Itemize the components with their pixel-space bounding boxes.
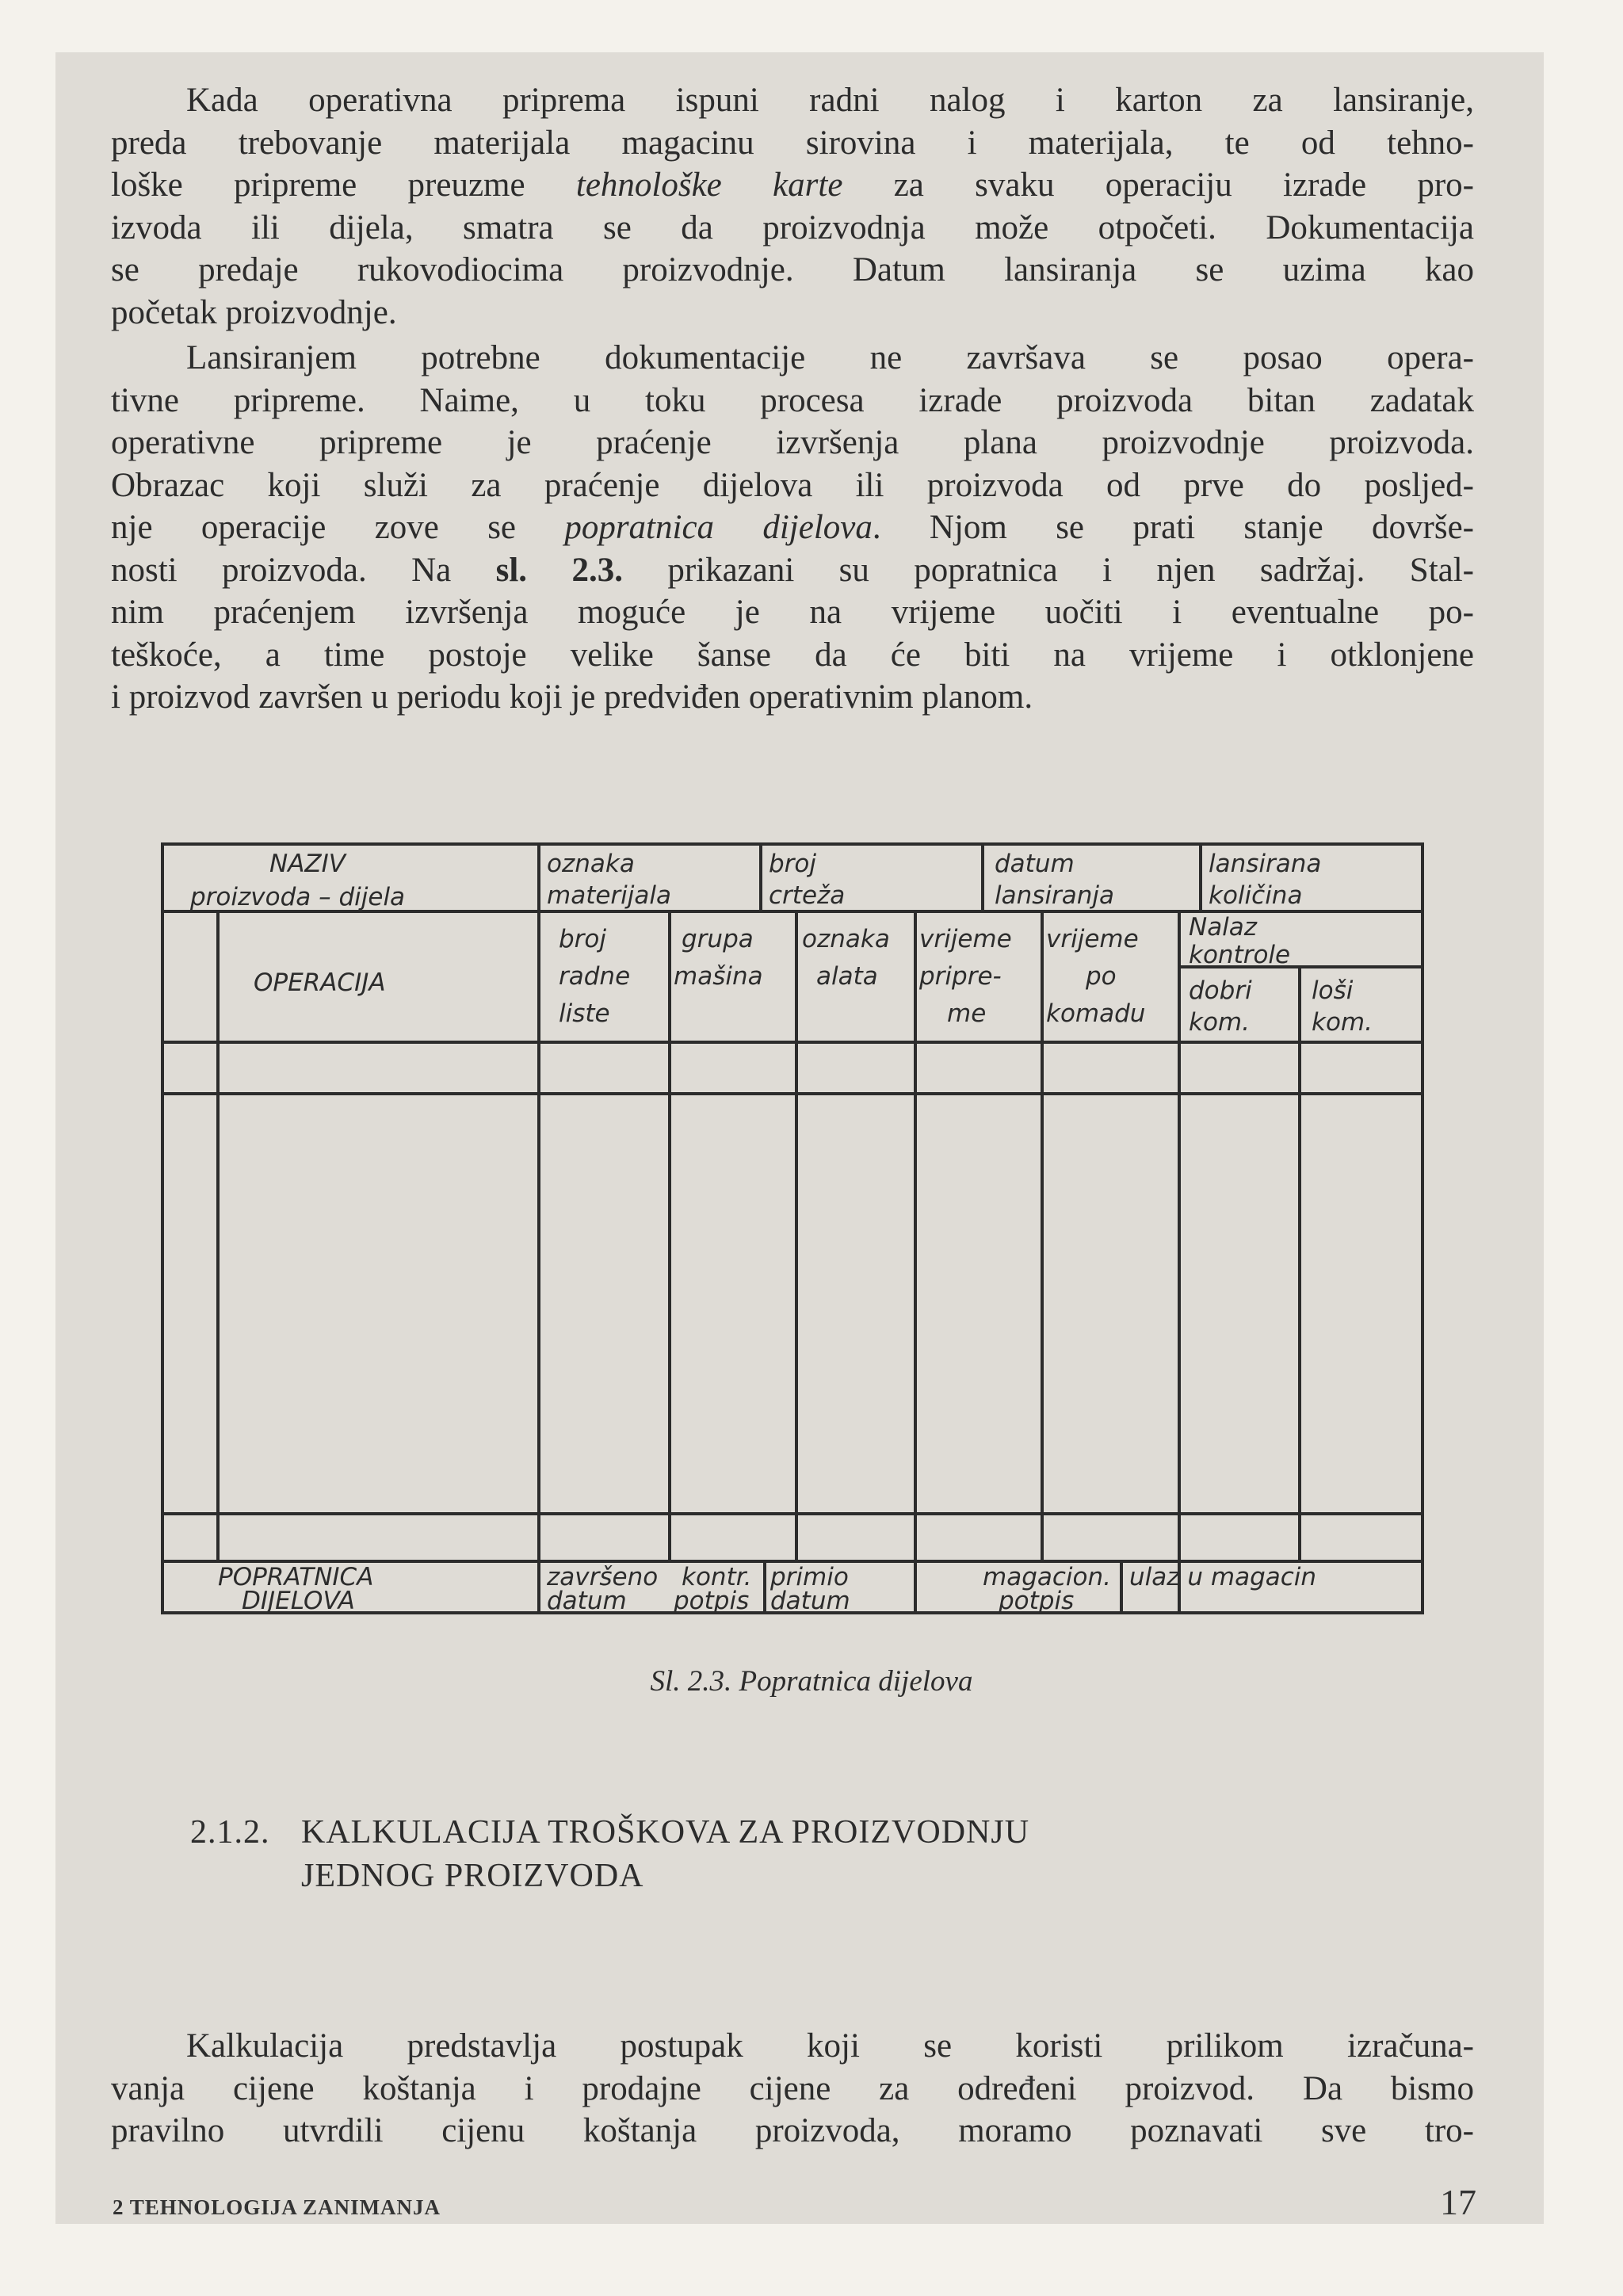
bold-ref: 2.3. — [571, 551, 623, 589]
text-fragment: nje operacije zove se — [111, 509, 565, 546]
text-line — [111, 549, 1474, 592]
text-line: pravilno utvrdili cijenu koštanja proizvoda, moramo poznavati sve tro- — [111, 2112, 1474, 2149]
column-vrijeme-pripreme-1: vrijeme — [919, 925, 1012, 953]
figure-caption: Sl. 2.3. Popratnica dijelova — [650, 1665, 973, 1698]
text-line: i proizvod završen u periodu koji je predviđen operativnim planom. — [111, 678, 1033, 716]
header-crteza-label: crteža — [769, 881, 846, 910]
text-line: se predaje rukovodiocima proizvodnje. Datum lansiranja se uzima kao — [111, 251, 1474, 288]
footer-kontr: kontr. — [682, 1563, 752, 1591]
italic-term: popratnica dijelova — [564, 509, 873, 546]
form-title-2: DIJELOVA — [242, 1587, 355, 1615]
column-losi-2: kom. — [1312, 1008, 1373, 1037]
column-broj-2: radne — [559, 962, 631, 991]
column-vrijeme-komadu-1: vrijeme — [1046, 925, 1139, 953]
text-line: tivne pripreme. Naime, u toku procesa izrade proizvoda bitan zadatak — [111, 381, 1474, 419]
text-line: preda trebovanje materijala magacinu sirovina i materijala, te od tehno- — [111, 124, 1474, 162]
text-fragment: . Njom se prati stanje dovrše- — [872, 509, 1475, 546]
text-fragment: nosti proizvoda. Na — [111, 551, 496, 589]
header-broj-label: broj — [769, 850, 817, 878]
column-losi-1: loši — [1312, 976, 1354, 1005]
footer-zavrseno: završeno — [547, 1563, 659, 1591]
text-line: vanja cijene koštanja i prodajne cijene za određeni proizvod. Da bismo — [111, 2069, 1474, 2107]
paragraph-2 — [111, 337, 1474, 719]
text-line: Lansiranjem potrebne dokumentacije ne završava se posao opera- — [186, 339, 1474, 376]
column-dobri-2: kom. — [1189, 1008, 1250, 1037]
text-fragment: za svaku operaciju izrade pro- — [842, 166, 1474, 204]
header-naziv-label: NAZIV — [269, 850, 346, 878]
column-vrijeme-pripreme-3: me — [947, 999, 987, 1028]
footer-primio: primio — [770, 1563, 849, 1591]
text-line: Kada operativna priprema ispuni radni nalog i karton za lansiranje, — [186, 82, 1474, 119]
footer-ulaz: ulaz u magacin — [1129, 1563, 1317, 1591]
book-title-footer: 2 TEHNOLOGIJA ZANIMANJA — [113, 2195, 441, 2219]
italic-term: tehnološke karte — [575, 166, 843, 204]
column-vrijeme-komadu-2: po — [1086, 962, 1117, 991]
page-number: 17 — [1440, 2182, 1476, 2222]
header-oznaka-label: oznaka — [547, 850, 635, 878]
header-datum-label: datum — [995, 850, 1075, 878]
column-grupa-2: mašina — [674, 962, 763, 991]
text-line: Kalkulacija predstavlja postupak koji se koristi prilikom izračuna- — [186, 2027, 1474, 2065]
text-line: izvoda ili dijela, smatra se da proizvodnja može otpočeti. Dokumentacija — [111, 208, 1474, 246]
column-vrijeme-komadu-3: komadu — [1046, 999, 1146, 1028]
text-line: teškoće, a time postoje velike šanse da će biti na vrijeme i otklonjene — [111, 636, 1474, 674]
text-line — [111, 506, 1474, 549]
text-fragment: prikazani su popratnica i njen sadržaj. Stal- — [622, 551, 1475, 589]
column-dobri-1: dobri — [1189, 976, 1252, 1005]
column-nalaz-1: Nalaz — [1189, 913, 1258, 942]
text-line: nim praćenjem izvršenja moguće je na vrijeme uočiti i eventualne po- — [111, 594, 1474, 631]
paragraph-1 — [111, 79, 1474, 334]
column-broj-1: broj — [559, 925, 607, 953]
footer-magacion-potpis: potpis — [999, 1587, 1075, 1615]
text-line: Obrazac koji služi za praćenje dijelova ili proizvoda od prve do posljed- — [111, 466, 1474, 504]
header-oznaka-label-2: materijala — [547, 881, 671, 910]
text-fragment: loške pripreme preuzme — [111, 166, 576, 204]
header-kolicina-label: količina — [1209, 881, 1303, 910]
text-line: početak proizvodnje. — [111, 293, 397, 331]
footer-datum: datum — [547, 1587, 627, 1615]
footer-magacion: magacion. — [983, 1563, 1111, 1591]
column-oznaka-alata-1: oznaka — [802, 925, 890, 953]
footer-potpis: potpis — [674, 1587, 750, 1615]
text-line — [111, 164, 1474, 207]
section-title-line-1: KALKULACIJA TROŠKOVA ZA PROIZVODNJU — [301, 1814, 1030, 1851]
footer-primio-datum: datum — [770, 1587, 850, 1615]
column-broj-3: liste — [559, 999, 610, 1028]
popratnica-form — [158, 840, 1426, 1625]
bold-ref: sl. — [495, 551, 528, 589]
header-lansiranja-label: lansiranja — [995, 881, 1115, 910]
form-title-1: POPRATNICA — [218, 1563, 374, 1591]
column-nalaz-2: kontrole — [1189, 941, 1291, 969]
column-oznaka-alata-2: alata — [816, 962, 878, 991]
text-line: operativne pripreme je praćenje izvršenja plana proizvodnje proizvoda. — [111, 424, 1474, 461]
section-heading — [190, 1811, 1029, 1898]
paragraph-3 — [111, 2025, 1474, 2153]
column-operacija: OPERACIJA — [254, 968, 386, 997]
section-title-line-2: JEDNOG PROIZVODA — [301, 1858, 644, 1894]
header-lansirana-label: lansirana — [1209, 850, 1322, 878]
section-number: 2.1.2. — [190, 1814, 270, 1851]
column-grupa-1: grupa — [682, 925, 754, 953]
header-naziv-label-2: proizvoda – dijela — [190, 883, 406, 911]
column-vrijeme-pripreme-2: pripre- — [919, 962, 1002, 991]
